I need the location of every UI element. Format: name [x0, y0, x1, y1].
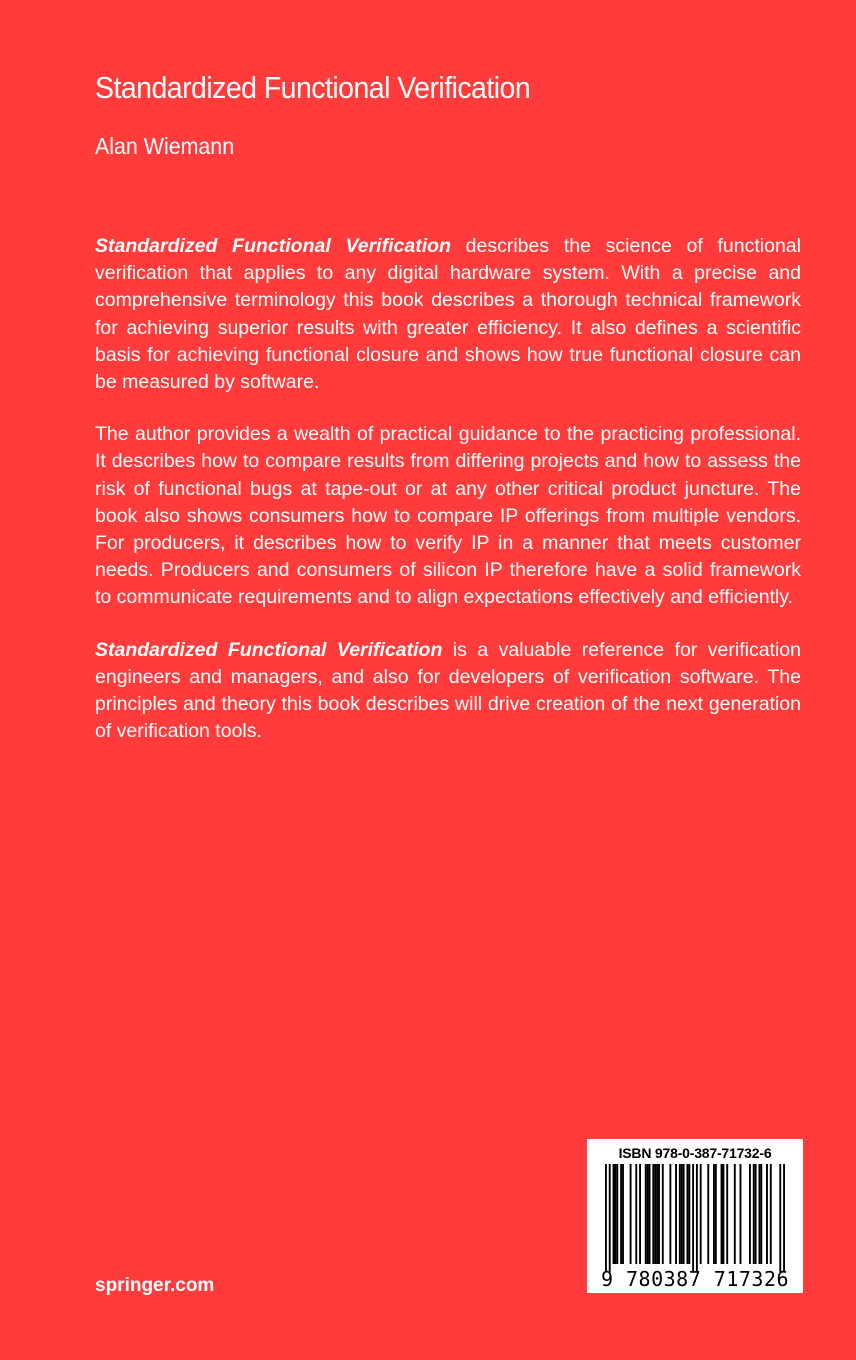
barcode-bar	[758, 1164, 760, 1264]
book-title: Standardized Functional Verification	[95, 70, 531, 105]
isbn-digits: 9 780387 717326	[600, 1267, 790, 1291]
barcode-bar	[707, 1164, 709, 1264]
barcode-bar	[649, 1164, 651, 1264]
isbn-label: ISBN 978-0-387-71732-6	[618, 1145, 772, 1161]
barcode-bar	[635, 1164, 637, 1264]
barcode-bar	[630, 1164, 632, 1264]
blurb-title-emphasis: Standardized Functional Verification	[95, 638, 443, 661]
barcode-bar	[614, 1164, 616, 1264]
barcode-bar	[669, 1164, 671, 1264]
barcode-bar	[779, 1164, 781, 1272]
barcode-bar	[686, 1164, 688, 1264]
barcode-bar	[715, 1164, 717, 1264]
barcode-bar	[662, 1164, 664, 1264]
barcode-bar	[783, 1164, 785, 1272]
blurb-paragraph-3-text: is a valuable reference for verification engineers and managers, and also for developers of verification software. The principles and theory this book describes will drive creation of the next generation of verification tools.	[95, 638, 801, 743]
barcode-bar	[622, 1164, 624, 1264]
back-cover-blurb	[95, 233, 801, 770]
barcode-bar	[740, 1164, 742, 1264]
barcode-bar	[692, 1164, 694, 1272]
barcode-bar	[713, 1164, 715, 1264]
barcode-bar	[656, 1164, 658, 1264]
author-name: Alan Wiemann	[95, 133, 235, 159]
barcode-bar	[639, 1164, 641, 1264]
blurb-paragraph-2: The author provides a wealth of practical guidance to the practicing professional. It describes how to compare results from differing projects and how to assess the risk of functional bugs at tape-out or at any other critical product juncture. The book also shows consumers how to compare IP offerings from multiple vendors. For producers, it describes how to verify IP in a manner that meets customer needs. Producers and consumers of silicon IP therefore have a solid framework to communicate requirements and to align expectations effectively and efficiently.	[95, 423, 801, 609]
barcode-bar	[652, 1164, 654, 1264]
barcode-bar	[755, 1164, 757, 1264]
barcode-bar	[654, 1164, 656, 1264]
barcode-bar	[721, 1164, 723, 1264]
blurb-title-emphasis: Standardized Functional Verification	[95, 235, 451, 257]
barcode-bar	[688, 1164, 690, 1264]
barcode-bar	[760, 1164, 762, 1264]
barcode-bar	[647, 1164, 649, 1264]
barcode-bar	[770, 1164, 772, 1264]
publisher-url[interactable]: springer.com	[95, 1275, 215, 1296]
isbn-barcode-panel	[587, 1139, 803, 1293]
barcode-bar	[749, 1164, 751, 1264]
barcode-bar	[700, 1164, 702, 1264]
barcode-bar	[658, 1164, 660, 1264]
barcode-bar	[681, 1164, 683, 1264]
blurb-paragraph-1-text: describes the science of functional verification that applies to any digital hardware system. With a precise and comprehensive terminology this book describes a thorough technical framework for achieving superior results with greater efficiency. It also defines a scientific basis for achieving functional closure and shows how true functional closure can be measured by software.	[95, 235, 801, 394]
barcode-bar	[766, 1164, 768, 1264]
barcode-bar	[753, 1164, 755, 1264]
barcode-bar	[620, 1164, 622, 1264]
barcode-bar	[722, 1164, 724, 1264]
blurb-paragraph-1	[95, 233, 801, 396]
barcode-bar	[645, 1164, 647, 1264]
barcode-bar	[675, 1164, 677, 1264]
blurb-paragraph-3	[95, 637, 801, 746]
barcode-bar	[679, 1164, 681, 1264]
barcode-bar	[683, 1164, 685, 1264]
barcode-bar	[609, 1164, 611, 1272]
barcode-bar	[605, 1164, 607, 1272]
barcode-icon	[605, 1164, 785, 1272]
barcode-bar	[616, 1164, 618, 1264]
barcode-bar	[613, 1164, 615, 1264]
barcode-bar	[696, 1164, 698, 1272]
barcode-bar	[726, 1164, 728, 1264]
barcode-bar	[734, 1164, 736, 1264]
